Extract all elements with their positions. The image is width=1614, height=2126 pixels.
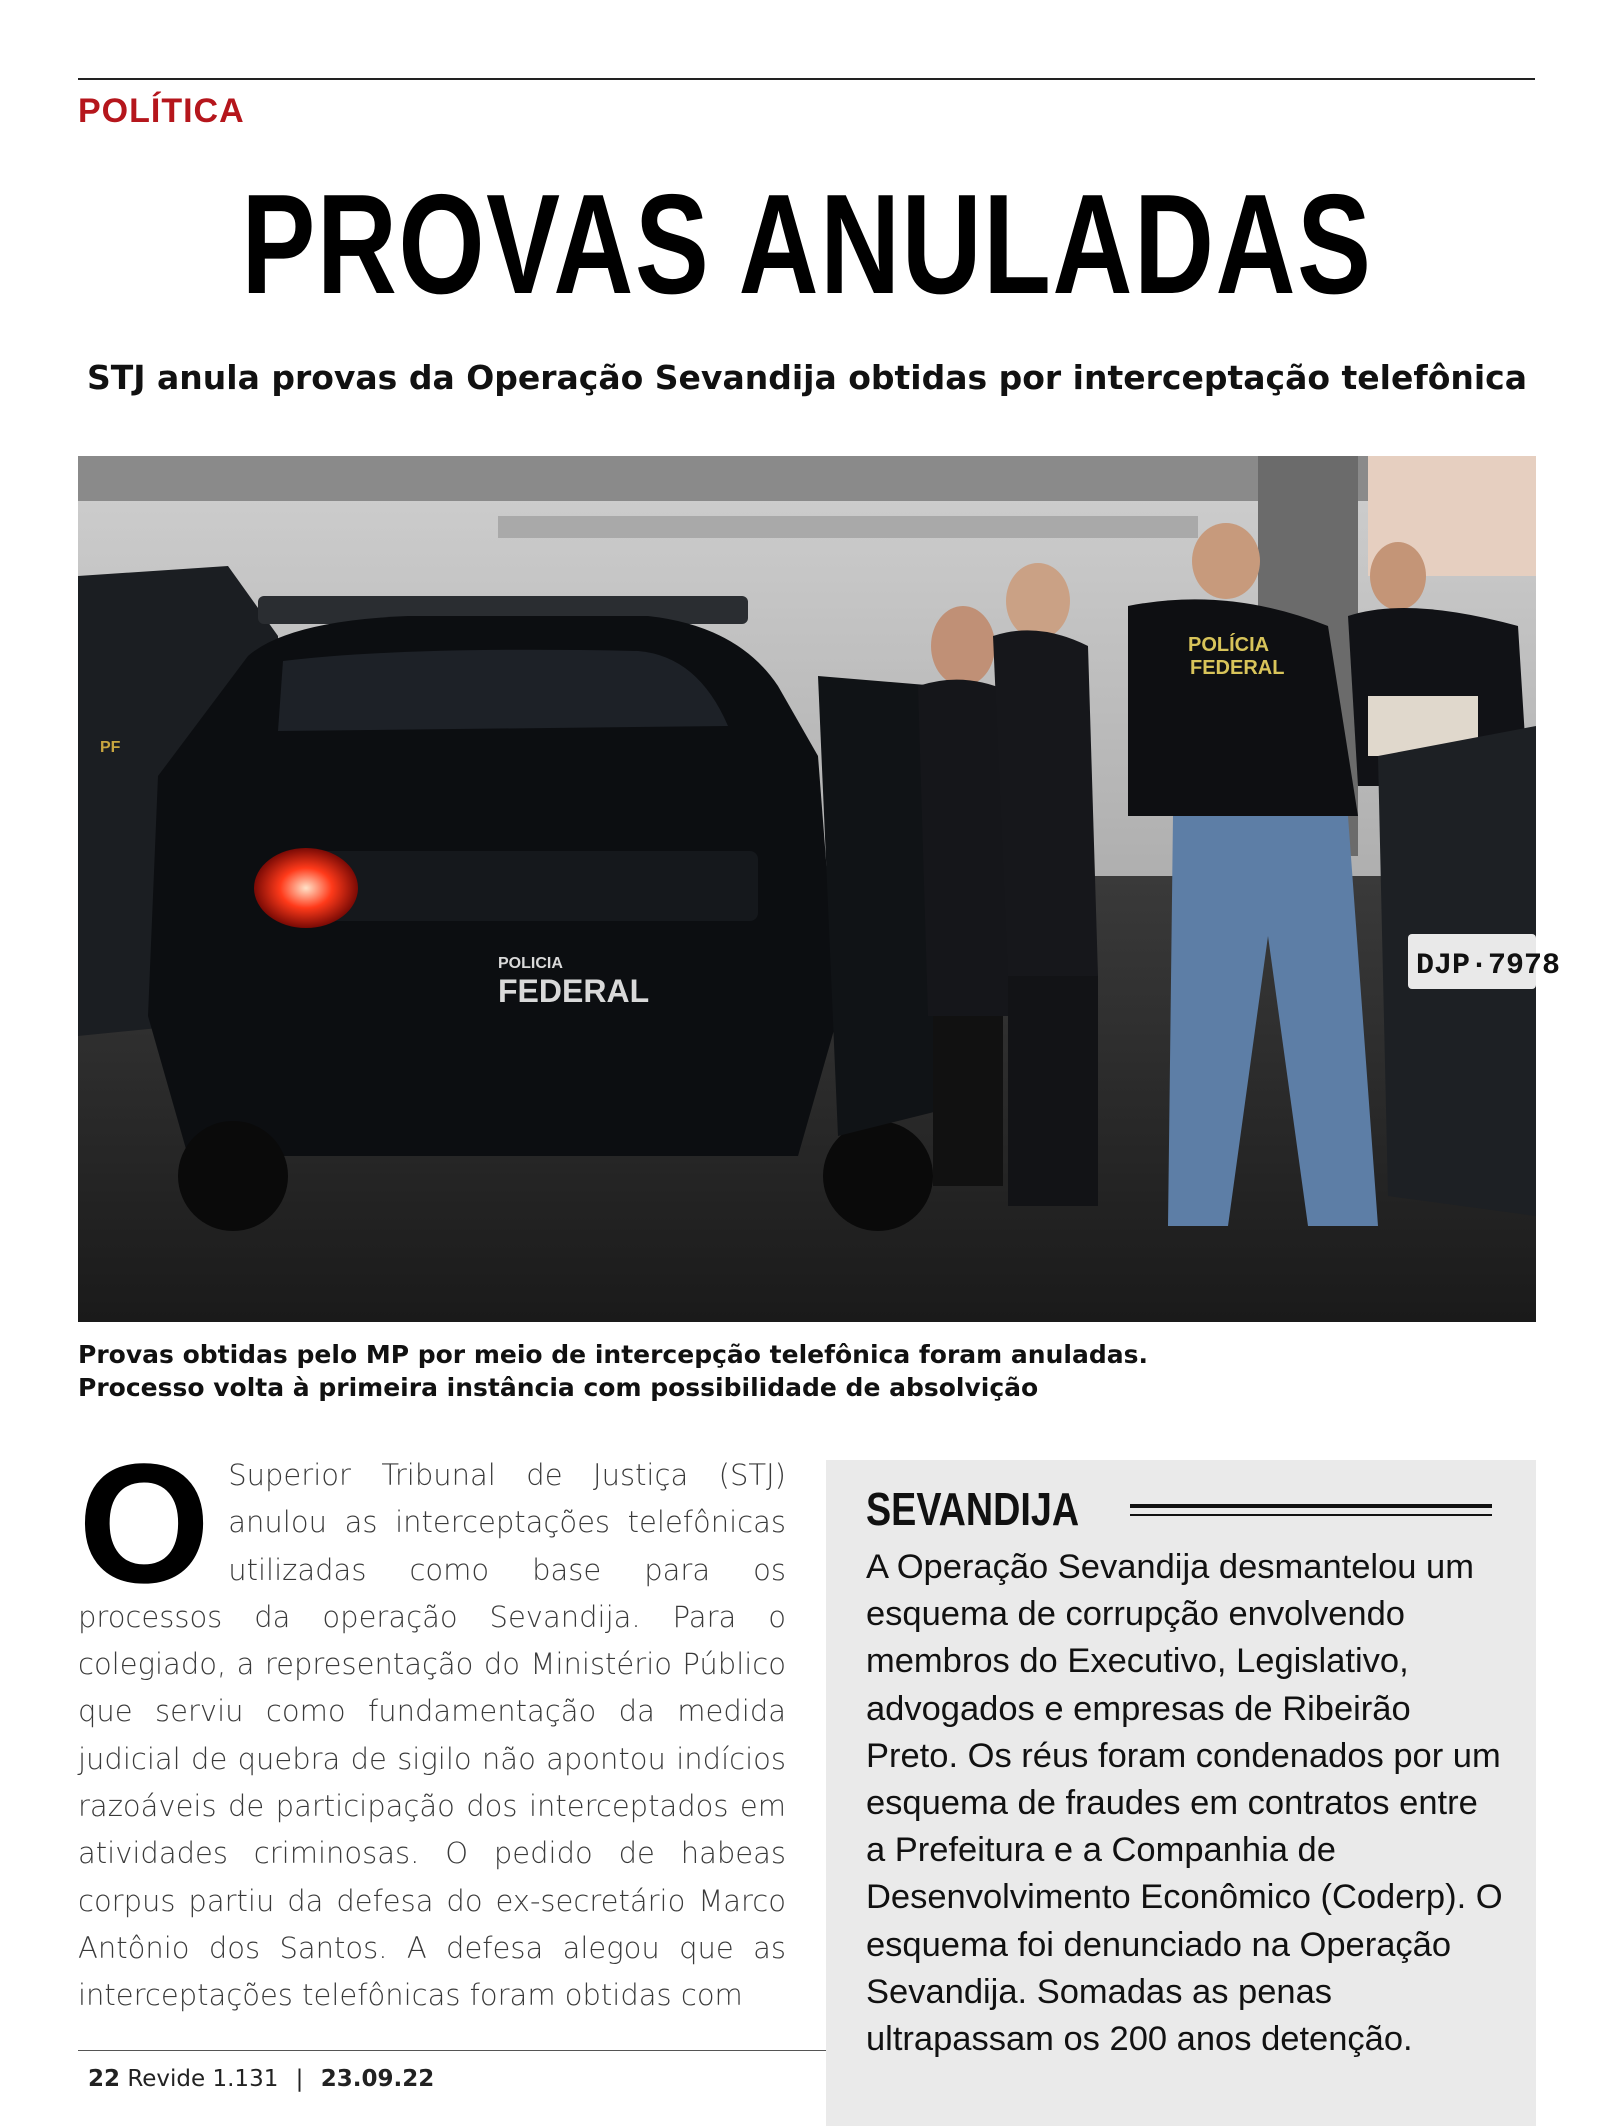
car-label-line1: POLICIA	[498, 955, 563, 972]
sidebar-rule	[1130, 1504, 1492, 1508]
issue-date: 23.09.22	[320, 2066, 435, 2092]
footer-separator: |	[295, 2066, 304, 2092]
license-plate: DJP·7978	[1416, 949, 1561, 983]
drop-cap: O	[78, 1429, 211, 1619]
headline: PROVAS ANULADAS	[241, 165, 1373, 324]
car-label-line2: FEDERAL	[498, 973, 650, 1009]
page-footer	[88, 2066, 434, 2092]
sidebar-box	[826, 1460, 1536, 2126]
photo-caption	[78, 1338, 1378, 1404]
sidebar-title: SEVANDIJA	[866, 1483, 1080, 1535]
shirt-label-line2: FEDERAL	[1190, 657, 1285, 679]
footer-rule	[78, 2050, 826, 2051]
article-photo	[78, 456, 1561, 1322]
shirt-label-line1: POLÍCIA	[1188, 634, 1270, 656]
top-rule	[78, 78, 1535, 80]
sidebar-text: A Operação Sevandija desmantelou um esquema de corrupção envolvendo membros do Executivo, Legislativo, advogados e empresas de Ribeirão Preto. Os réus foram condenados por um esquema de fraudes em contratos entre a Prefeitura e a Companhia de Desenvolvimento Econômico (Coderp). O esquema foi denunciado na Operação Sevandija. Somadas as penas ultrapassam os 200 anos detenção.	[866, 1548, 1503, 2059]
pf-mark: PF	[100, 739, 121, 756]
page-number: 22	[88, 2066, 121, 2092]
article-text: Superior Tribunal de Justiça (STJ) anulou as interceptações telefônicas utilizadas como base para os processos da operação Sevandija. Para o colegiado, a representação do Ministério Público que serviu como fundamentação da medida judicial de quebra de sigilo não apontou indícios razoáveis de participação dos interceptados em atividades criminosas. O pedido de habeas corpus partiu da defesa do ex-secretário Marco Antônio dos Santos. A defesa alegou que as interceptações telefônicas foram obtidas com	[78, 1458, 786, 2013]
publication-name: Revide 1.131	[127, 2066, 279, 2092]
sidebar-rule-thin	[1130, 1514, 1492, 1516]
caption-line-1: Provas obtidas pelo MP por meio de intercepção telefônica foram anuladas.	[78, 1340, 1148, 1369]
section-label: POLÍTICA	[78, 92, 245, 130]
subtitle: STJ anula provas da Operação Sevandija obtidas por interceptação telefônica	[86, 358, 1528, 397]
caption-line-2: Processo volta à primeira instância com possibilidade de absolvição	[78, 1373, 1039, 1402]
article-body	[78, 1429, 786, 2020]
